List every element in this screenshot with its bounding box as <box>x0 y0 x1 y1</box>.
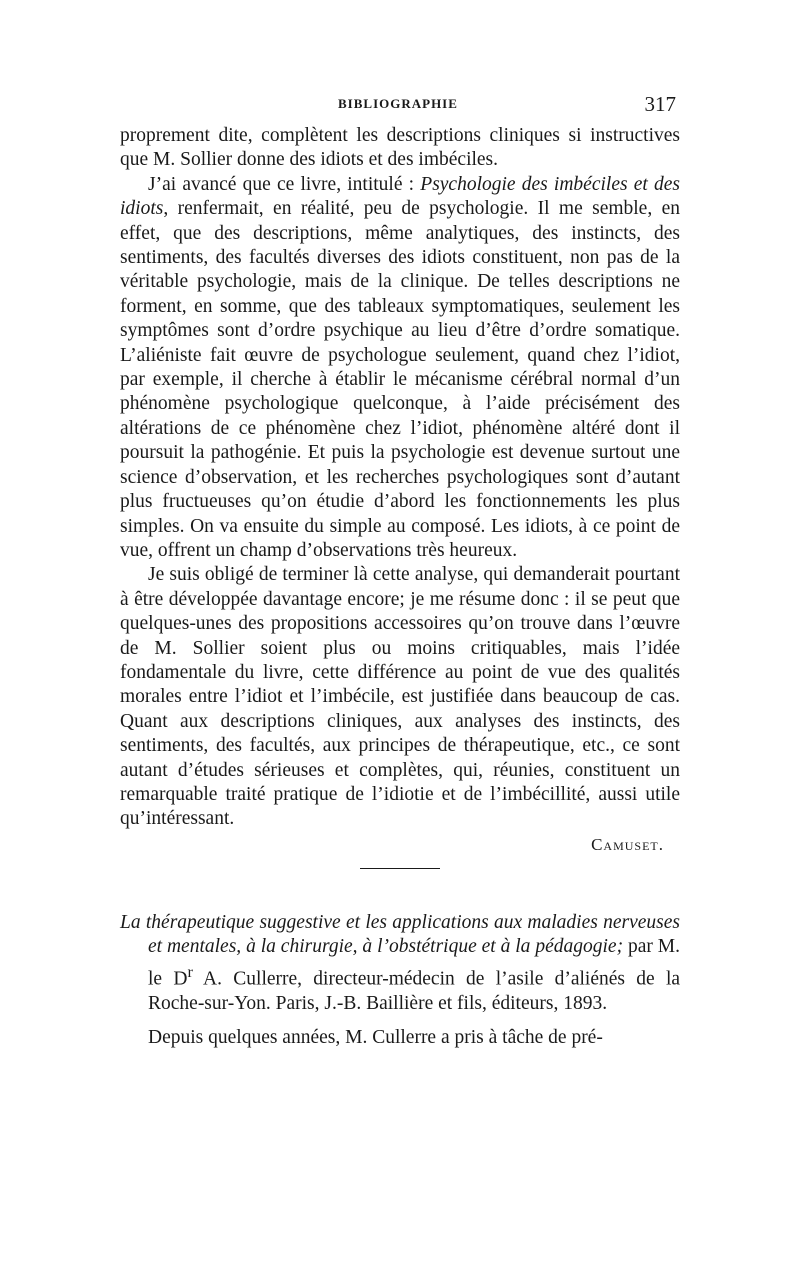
page-header <box>120 92 680 120</box>
author-signature: Camuset. <box>591 834 664 854</box>
paragraph-next-review: Depuis quelques années, M. Cullerre a pris à tâche de pré- <box>148 1026 603 1048</box>
running-head: BIBLIOGRAPHIE <box>338 96 458 111</box>
main-text <box>120 124 680 1050</box>
book-title-italic: Psychologie des imbéciles et des idiots <box>120 173 681 220</box>
paragraph-conclusion: Je suis obligé de terminer là cette analyse, qui demanderait pourtant à être développée davantage encore; je me résume donc : il se peut que quelques-unes des propositions accessoires qu’on trouve dans l’œuvre de M. Sollier soient plus ou moins critiquables, mais l’idée fondamentale du livre, cette différence au point de vue des qualités morales entre l’idiot et l’imbécile, est justifiée dans beaucoup de cas. Quant aux descriptions cliniques, aux analyses des instincts, des sentiments, des facultés, aux principes de thérapeutique, etc., ce sont autant d’études sérieuses et complètes, qui, réunies, constituent un remarquable traité pratique de l’idiotie et de l’imbécillité, aussi utile qu’intéressant. <box>120 564 680 830</box>
paragraph-review-rest: , renfermait, en réalité, peu de psychologie. Il me semble, en effet, que des descriptions, même analytiques, des instincts, des sentiments, des facultés diverses des idiots constituent, non pas de la véritable psychologie, mais de la clinique. De telles descriptions ne forment, en somme, que des tableaux symptomatiques, seulement les symptômes sont d’ordre psychique au lieu d’être d’ordre somatique. L’aliéniste fait œuvre de psychologue seulement, quand chez l’idiot, par exemple, il cherche à établir le mécanisme cérébral normal d’un phénomène psychologique quelconque, à l’aide précisément des altérations de ce phénomène chez l’idiot, phénomène altéré dont il poursuit la pathogénie. Et puis la psychologie est devenue surtout une science d’observation, et les recherches psychologiques sont d’autant plus fructueuses qu’on étudie d’abord les fonctionnements les plus simples. On va ensuite du simple au composé. Les idiots, à ce point de vue, offrent un champ d’observations très heureux. <box>120 198 680 561</box>
paragraph-review <box>120 173 680 564</box>
page-number: 317 <box>644 92 676 116</box>
reference-author-rest: A. Cullerre, directeur-médecin de l’asile d’aliénés de la Roche-sur-Yon. Paris, J.-B. Baillière et fils, éditeurs, 1893. <box>148 968 681 1014</box>
paragraph-review-lead: J’ai avancé que ce livre, intitulé : <box>148 173 421 195</box>
reference-author-sup: r <box>187 962 193 981</box>
paragraph-continuation: proprement dite, complètent les descriptions cliniques si instructives que M. Sollier donne des idiots et des imbéciles. <box>120 125 680 171</box>
section-divider <box>360 868 440 869</box>
reference-title: La thérapeutique suggestive et les applications aux maladies nerveuses et mentales, à la chirurgie, à l’obstétrique et à la pédagogie; <box>120 911 680 958</box>
bibliographic-reference <box>120 911 680 1016</box>
reference-author-prefix: par M. le D <box>148 936 680 990</box>
